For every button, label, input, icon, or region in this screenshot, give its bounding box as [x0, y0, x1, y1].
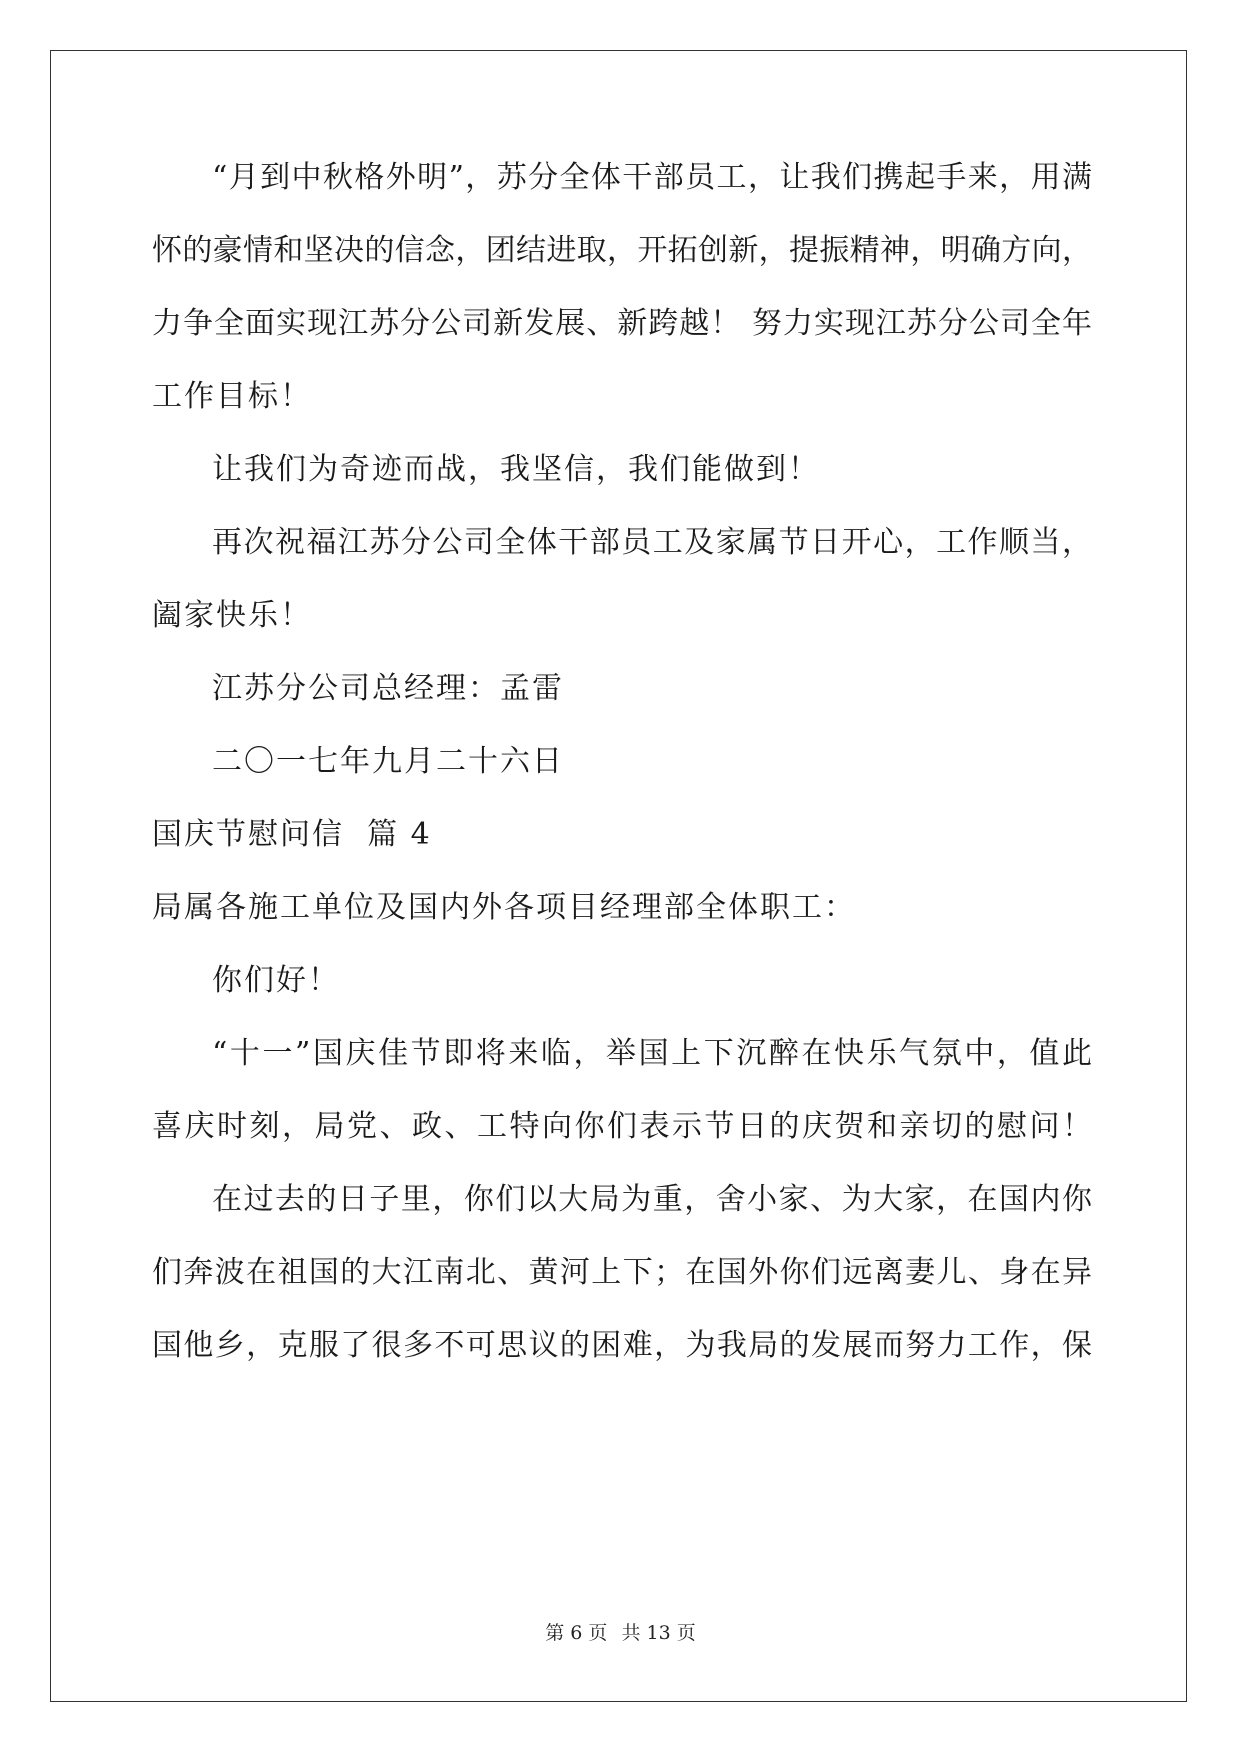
text-line: 怀的豪情和坚决的信念，团结进取，开拓创新，提振精神，明确方向，: [152, 233, 1092, 268]
date-line: 二〇一七年九月二十六日: [212, 744, 564, 779]
salutation-line: 局属各施工单位及国内外各项目经理部全体职工：: [152, 890, 856, 925]
page-border: [50, 50, 1187, 1702]
text-line: 工作目标！: [152, 379, 312, 414]
text-line: 们奔波在祖国的大江南北、黄河上下；在国外你们远离妻儿、身在异: [152, 1255, 1092, 1290]
greeting-line: 你们好！: [212, 963, 340, 998]
text-line: 国他乡，克服了很多不可思议的困难，为我局的发展而努力工作，保: [152, 1328, 1092, 1363]
section-title: 国庆节慰问信 篇 4: [152, 817, 432, 852]
text-line: 阖家快乐！: [152, 598, 312, 633]
text-line: 力争全面实现江苏分公司新发展、新跨越！ 努力实现江苏分公司全年: [152, 306, 1092, 341]
signature-line: 江苏分公司总经理：孟雷: [212, 671, 564, 706]
page-total: 共 13 页: [621, 1622, 696, 1644]
page-number: 第 6 页: [545, 1622, 608, 1644]
text-line: “月到中秋格外明”，苏分全体干部员工，让我们携起手来，用满: [212, 160, 1092, 195]
text-line: 喜庆时刻，局党、政、工特向你们表示节日的庆贺和亲切的慰问！: [152, 1109, 1092, 1144]
text-line: 在过去的日子里，你们以大局为重，舍小家、为大家，在国内你: [212, 1182, 1092, 1217]
text-line: 让我们为奇迹而战，我坚信，我们能做到！: [212, 452, 820, 487]
text-line: 再次祝福江苏分公司全体干部员工及家属节日开心，工作顺当，: [212, 525, 1092, 560]
page-footer: [0, 1618, 1241, 1645]
text-line: “十一”国庆佳节即将来临，举国上下沉醉在快乐气氛中，值此: [212, 1036, 1092, 1071]
